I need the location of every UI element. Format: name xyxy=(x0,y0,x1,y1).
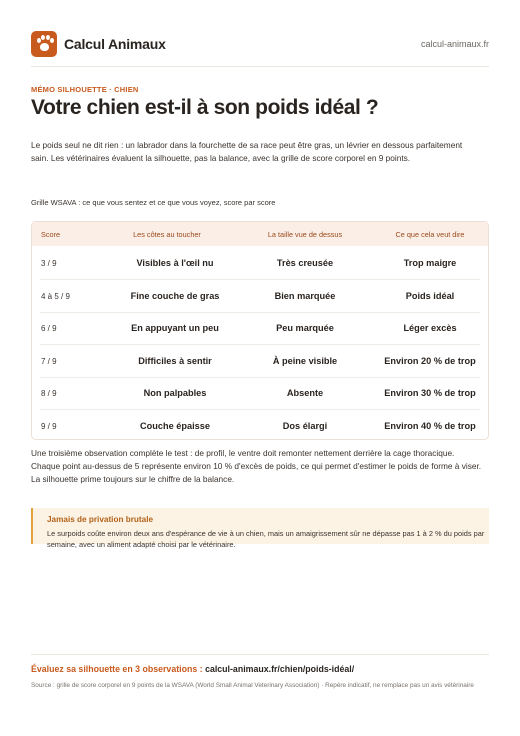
callout-title: Jamais de privation brutale xyxy=(47,515,154,524)
brand-name[interactable]: Calcul Animaux xyxy=(64,36,166,52)
table-header xyxy=(32,222,488,246)
row-ribs: Fine couche de gras xyxy=(130,291,220,301)
header-divider xyxy=(31,66,489,67)
table-row xyxy=(40,312,480,345)
page-title: Votre chien est-il à son poids idéal ? xyxy=(31,96,379,119)
table-row xyxy=(40,247,480,280)
table-row xyxy=(40,377,480,410)
header-score: Score xyxy=(41,230,61,239)
row-waist: Dos élargi xyxy=(282,421,328,431)
row-score: 3 / 9 xyxy=(41,259,57,268)
row-score: 7 / 9 xyxy=(41,357,57,366)
cta-link[interactable]: calcul-animaux.fr/chien/poids-idéal/ xyxy=(205,664,355,674)
article-kicker: MÉMO SILHOUETTE · CHIEN xyxy=(31,85,139,94)
row-ribs: Couche épaisse xyxy=(140,421,210,431)
row-ribs: Difficiles à sentir xyxy=(138,356,212,366)
header-ribs: Les côtes au toucher xyxy=(133,230,201,239)
source-note: Source : grille de score corporel en 9 points de la WSAVA (World Small Animal Veterinary Association) · Repère indicatif, ne remplace pas un avis vétérinaire xyxy=(31,682,474,689)
row-score: 4 à 5 / 9 xyxy=(41,292,70,301)
site-url[interactable]: calcul-animaux.fr xyxy=(420,39,489,49)
row-ribs: En appuyant un peu xyxy=(131,323,219,333)
row-waist: À peine visible xyxy=(272,356,338,366)
row-meaning: Poids idéal xyxy=(405,291,455,301)
footer-divider xyxy=(31,654,489,655)
table-row xyxy=(40,410,480,440)
footer-cta xyxy=(31,664,354,674)
row-ribs: Visibles à l'œil nu xyxy=(136,258,214,268)
header-waist: La taille vue de dessus xyxy=(267,230,343,239)
intro-paragraph: Le poids seul ne dit rien : un labrador dans la fourchette de sa race peut être gras, un lévrier en dessous parfaitement sain. Les vétérinaires évaluent la silhouette, pas la balance, avec la grille de score corporel en 9 points. xyxy=(31,140,463,163)
row-waist: Peu marquée xyxy=(276,323,334,333)
row-score: 8 / 9 xyxy=(41,389,57,398)
row-meaning: Léger excès xyxy=(403,323,457,333)
table-row xyxy=(40,345,480,378)
score-table xyxy=(31,221,489,440)
cta-label: Évaluez sa silhouette en 3 observations : xyxy=(31,664,203,674)
warning-callout xyxy=(31,508,489,549)
table-row xyxy=(40,280,480,313)
row-score: 6 / 9 xyxy=(41,324,57,333)
row-meaning: Environ 40 % de trop xyxy=(384,421,476,431)
row-ribs: Non palpables xyxy=(143,388,207,398)
table-caption: Grille WSAVA : ce que vous sentez et ce que vous voyez, score par score xyxy=(31,198,276,207)
header-meaning: Ce que cela veut dire xyxy=(395,230,465,239)
row-meaning: Environ 30 % de trop xyxy=(384,388,476,398)
row-waist: Bien marquée xyxy=(274,291,336,301)
paw-icon[interactable] xyxy=(31,31,57,57)
row-waist: Très creusée xyxy=(276,258,334,268)
callout-text: Le surpoids coûte environ deux ans d'espérance de vie à un chien, mais un amaigrissement sûr ne dépasse pas 1 à 2 % du poids par semaine, avec un aliment adapté choisi par le vétérinaire. xyxy=(47,529,485,549)
row-waist: Absente xyxy=(286,388,324,398)
profile-paragraph: Une troisième observation complète le test : de profil, le ventre doit remonter nettement derrière la cage thoracique. Chaque point au-dessus de 5 représente environ 10 % d'excès de poids, ce qui permet d'estimer le poids de forme à viser. La silhouette prime toujours sur le chiffre de la balance. xyxy=(31,448,482,484)
row-meaning: Environ 20 % de trop xyxy=(384,356,476,366)
row-meaning: Trop maigre xyxy=(403,258,457,268)
row-score: 9 / 9 xyxy=(41,422,57,431)
site-header xyxy=(31,31,489,57)
